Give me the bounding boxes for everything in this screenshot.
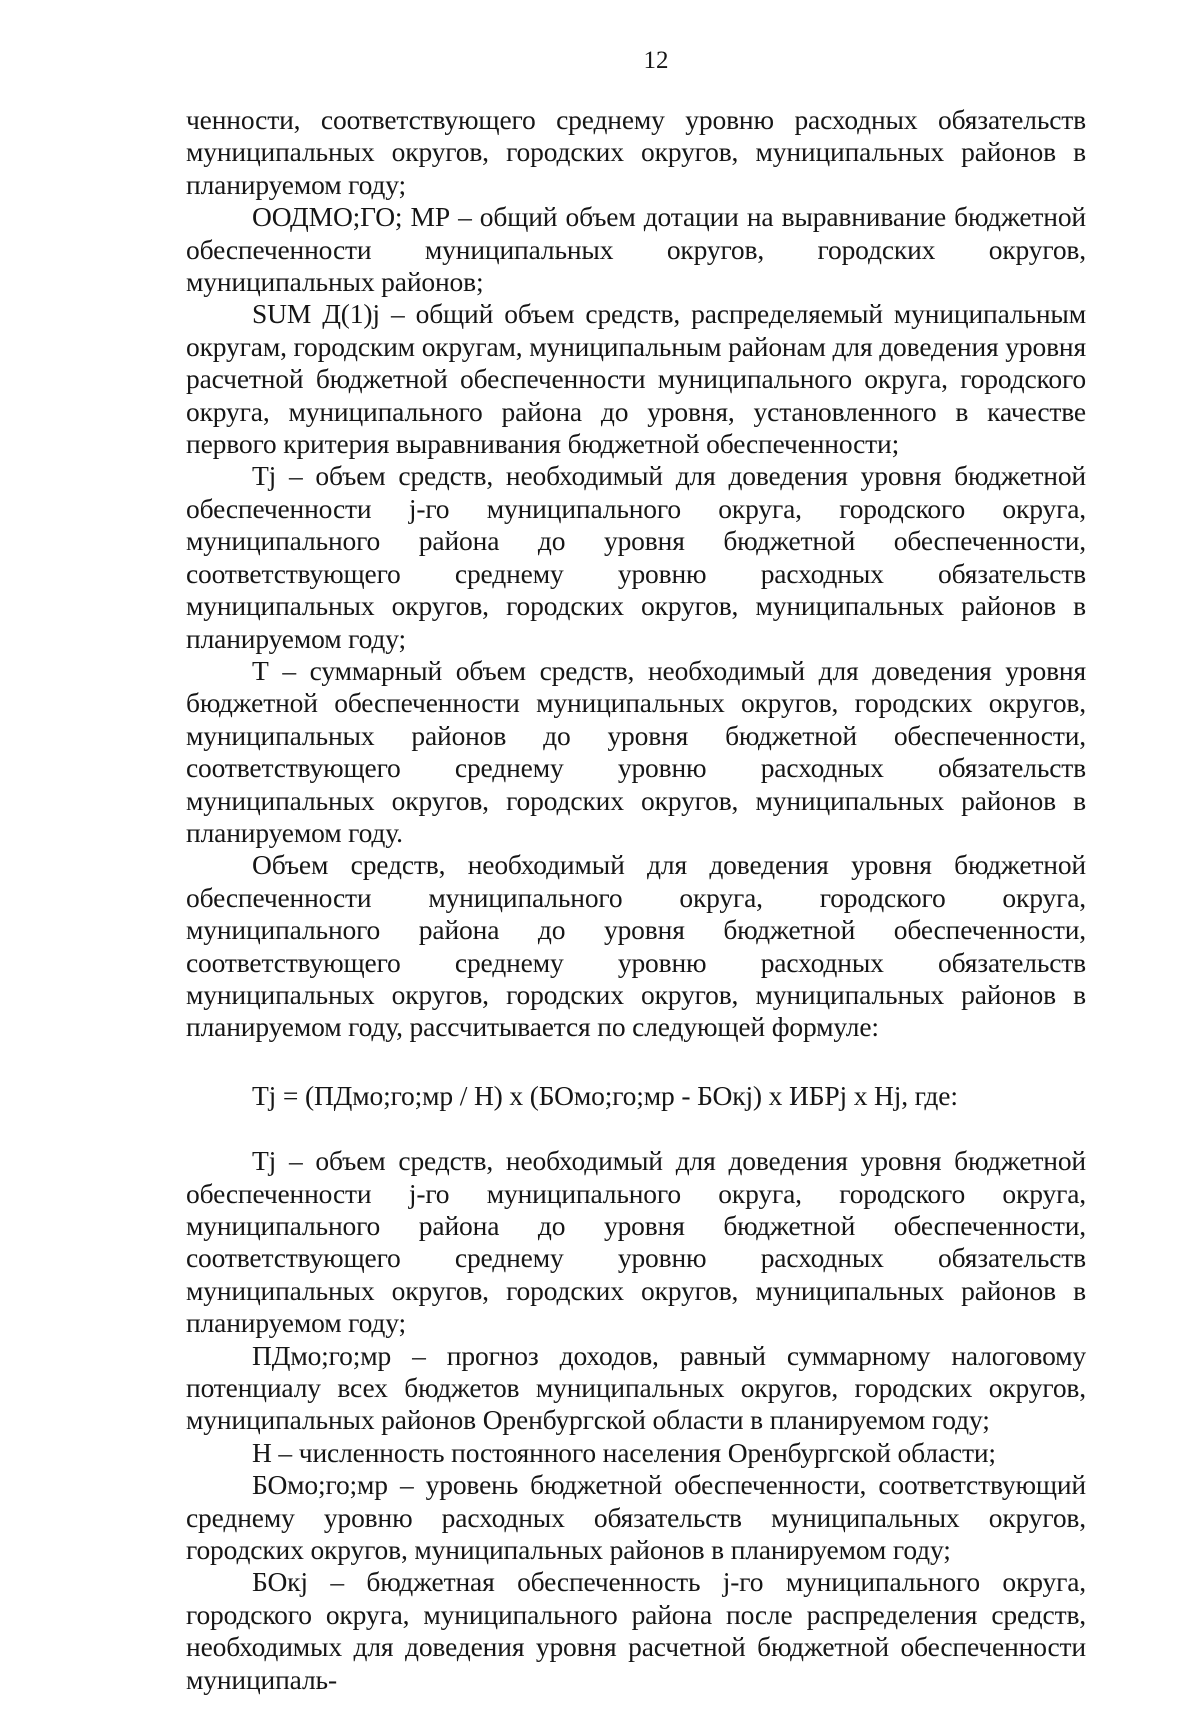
formula: Tj = (ПДмо;го;мр / Н) х (БОмо;го;мр - БОкj) х ИБРj х Нj, где: [252,1079,958,1111]
page-number: 12 [643,47,669,74]
paragraph-pd-definition: ПДмо;го;мр – прогноз доходов, равный суммарному налоговому потенциалу всех бюджетов муниципальных округов, городских округов, муниципальных районов Оренбургской области в планируемом году; [186,1339,1086,1436]
paragraph-formula-intro: Объем средств, необходимый для доведения уровня бюджетной обеспеченности муниципального округа, городского округа, муниципального района до уровня бюджетной обеспеченности, соответствующего среднему уровню расходных обязательств муниципальных округов, городских округов, муниципальных районов в планируемом году, рассчитывается по следующей формуле: [186,849,1086,1043]
paragraph-oodmo-definition: ООДМО;ГО; МР – общий объем дотации на выравнивание бюджетной обеспеченности муниципальных округов, городских округов, муниципальных районов; [186,201,1086,298]
document-body [186,104,1086,1696]
paragraph-sum-definition: SUM Д(1)j – общий объем средств, распределяемый муниципальным округам, городским округам, муниципальным районам для доведения уровня расчетной бюджетной обеспеченности муниципального округа, городского округа, муниципального района до уровня, установленного в качестве первого критерия выравнивания бюджетной обеспеченности; [186,298,1086,460]
paragraph-bokj-definition: БОкj – бюджетная обеспеченность j-го муниципального округа, городского округа, муниципального района после распределения средств, необходимых для доведения уровня расчетной бюджетной обеспеченности муниципаль- [186,1566,1086,1695]
paragraph-n-definition: Н – численность постоянного населения Оренбургской области; [252,1436,996,1468]
paragraph-tj-definition: Tj – объем средств, необходимый для доведения уровня бюджетной обеспеченности j-го муниципального округа, городского округа, муниципального района до уровня бюджетной обеспеченности, соответствующего среднему уровню расходных обязательств муниципальных округов, городских округов, муниципальных районов в планируемом году; [186,460,1086,654]
paragraph-continuation: ченности, соответствующего среднему уровню расходных обязательств муниципальных округов, городских округов, муниципальных районов в планируемом году; [186,104,1086,200]
paragraph-tj-definition-2: Tj – объем средств, необходимый для доведения уровня бюджетной обеспеченности j-го муниципального округа, городского округа, муниципального района до уровня бюджетной обеспеченности, соответствующего среднему уровню расходных обязательств муниципальных округов, городских округов, муниципальных районов в планируемом году; [186,1145,1086,1339]
paragraph-t-definition: Т – суммарный объем средств, необходимый для доведения уровня бюджетной обеспеченности муниципальных округов, городских округов, муниципальных районов до уровня бюджетной обеспеченности, соответствующего среднему уровню расходных обязательств муниципальных округов, городских округов, муниципальных районов в планируемом году. [186,654,1086,848]
paragraph-bo-definition: БОмо;го;мр – уровень бюджетной обеспеченности, соответствующий среднему уровню расходных обязательств муниципальных округов, городских округов, муниципальных районов в планируемом году; [186,1469,1086,1566]
